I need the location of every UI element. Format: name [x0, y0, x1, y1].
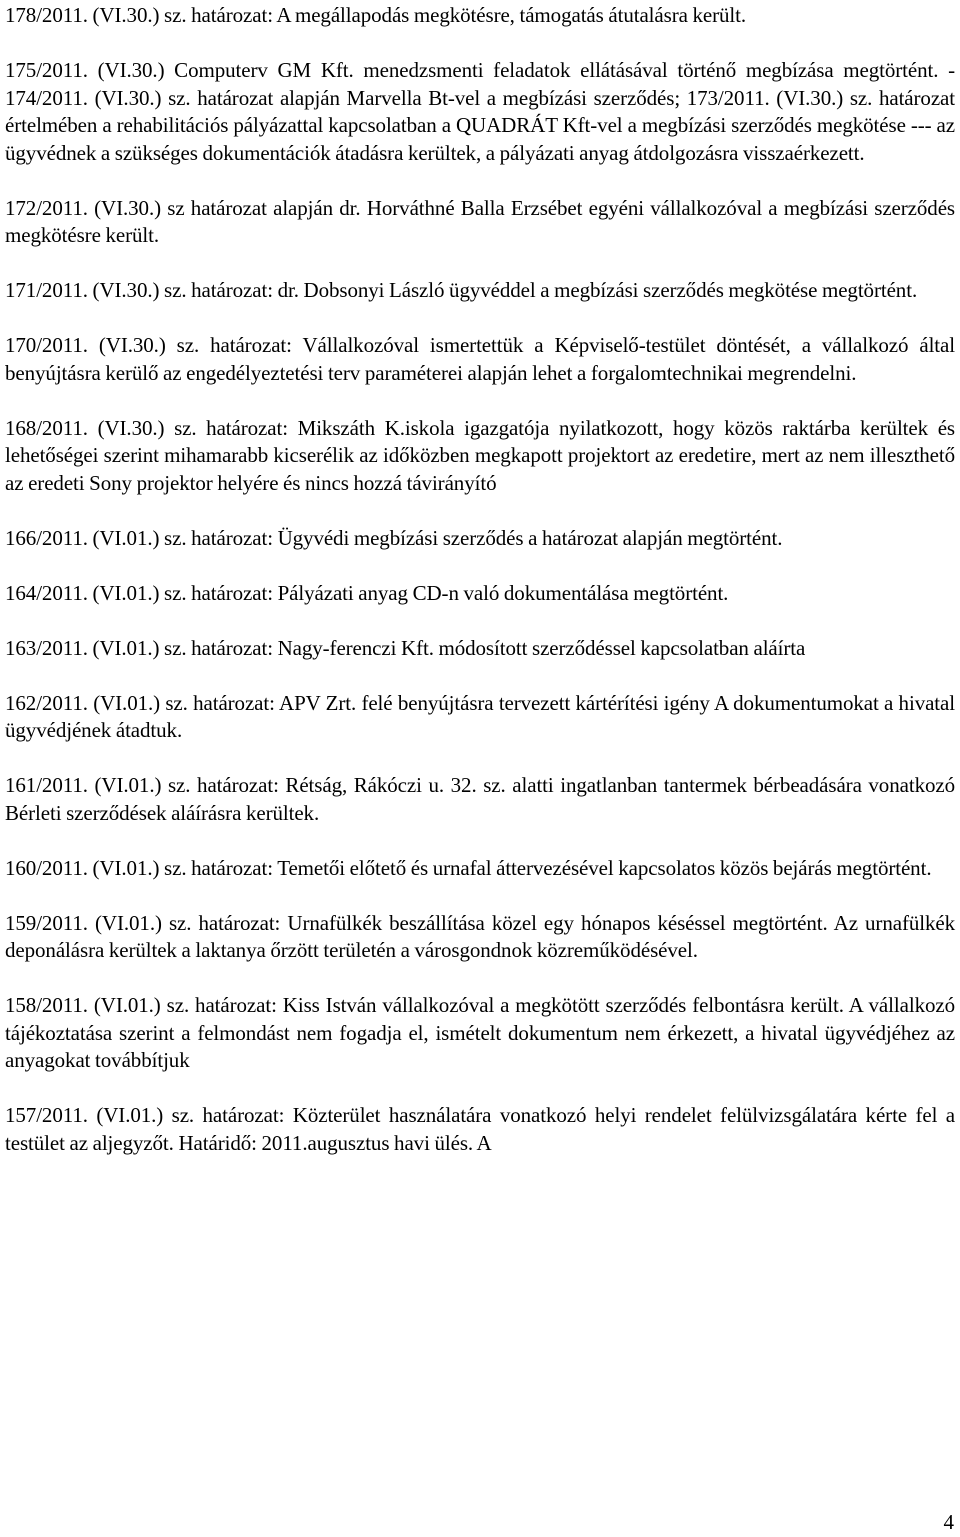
paragraph-159: 159/2011. (VI.01.) sz. határozat: Urnafülkék beszállítása közel egy hónapos késéssel megtörtént. Az urnafülkék deponálásra kerültek a laktanya őrzött területén a városgondnok közreműködésével. — [5, 910, 955, 962]
paragraph-157: 157/2011. (VI.01.) sz. határozat: Közterület használatára vonatkozó helyi rendelet felülvizsgálatára kérte fel a testület az aljegyzőt. Határidő: 2011.augusztus havi ülés. A — [5, 1103, 955, 1155]
paragraph-160: 160/2011. (VI.01.) sz. határozat: Temetői előtető és urnafal áttervezésével kapcsolatos közös bejárás megtörtént. — [5, 855, 932, 880]
paragraph-178: 178/2011. (VI.30.) sz. határozat: A megállapodás megkötésre, támogatás átutalásra került. — [5, 3, 747, 27]
paragraph-168: 168/2011. (VI.30.) sz. határozat: Mikszáth K.iskola igazgatója nyilatkozott, hogy közös raktárba kerültek és lehetőségei szerint mihamarabb kicserélik az időközben megkapott projektort az eredetire, mert az nem illeszthető az eredeti Sony projektor helyére és nincs hozzá távirányító — [5, 415, 955, 495]
page-number: 4 — [943, 1510, 954, 1534]
document-body — [5, 0, 955, 1185]
paragraph-172: 172/2011. (VI.30.) sz határozat alapján dr. Horváthné Balla Erzsébet egyéni vállalkozóval a megbízási szerződés megkötésre került. — [5, 195, 955, 247]
paragraph-158: 158/2011. (VI.01.) sz. határozat: Kiss István vállalkozóval a megkötött szerződés felbontásra került. A vállalkozó tájékoztatása szerint a felmondást nem fogadja el, ismételt dokumentum nem érkezett, a hivatal ügyvédjéhez az anyagokat továbbítjuk — [5, 993, 955, 1072]
paragraph-166: 166/2011. (VI.01.) sz. határozat: Ügyvédi megbízási szerződés a határozat alapján megtörtént. — [5, 525, 783, 550]
paragraph-161: 161/2011. (VI.01.) sz. határozat: Rétság, Rákóczi u. 32. sz. alatti ingatlanban tantermek bérbeadására vonatkozó Bérleti szerződések aláírásra kerültek. — [5, 773, 955, 825]
paragraph-175: 175/2011. (VI.30.) Computerv GM Kft. menedzsmenti feladatok ellátásával történő megbízása megtörtént. - 174/2011. (VI.30.) sz. határozat alapján Marvella Bt-vel a megbízási szerződés; 173/2011. (VI.30.) sz. határozat értelmében a rehabilitációs pályázattal kapcsolatban a QUADRÁT Kft-vel a megbízási szerződés megkötése --- az ügyvédnek a szükséges dokumentációk átadásra kerültek, a pályázati anyag átdolgozásra visszaérkezett. — [5, 58, 955, 165]
paragraph-164: 164/2011. (VI.01.) sz. határozat: Pályázati anyag CD-n való dokumentálása megtörtént. — [5, 580, 729, 605]
paragraph-163: 163/2011. (VI.01.) sz. határozat: Nagy-ferenczi Kft. módosított szerződéssel kapcsolatban aláírta — [5, 635, 806, 660]
paragraph-170: 170/2011. (VI.30.) sz. határozat: Vállalkozóval ismertettük a Képviselő-testület döntését, a vállalkozó által benyújtásra kerülő az engedélyeztetési terv paraméterei alapján lehet a forgalomtechnikai megrendelni. — [5, 333, 955, 385]
paragraph-171: 171/2011. (VI.30.) sz. határozat: dr. Dobsonyi László ügyvéddel a megbízási szerződés megkötése megtörtént. — [5, 278, 918, 302]
paragraph-162: 162/2011. (VI.01.) sz. határozat: APV Zrt. felé benyújtásra tervezett kártérítési igény A dokumentumokat a hivatal ügyvédjének átadtuk. — [5, 690, 955, 742]
